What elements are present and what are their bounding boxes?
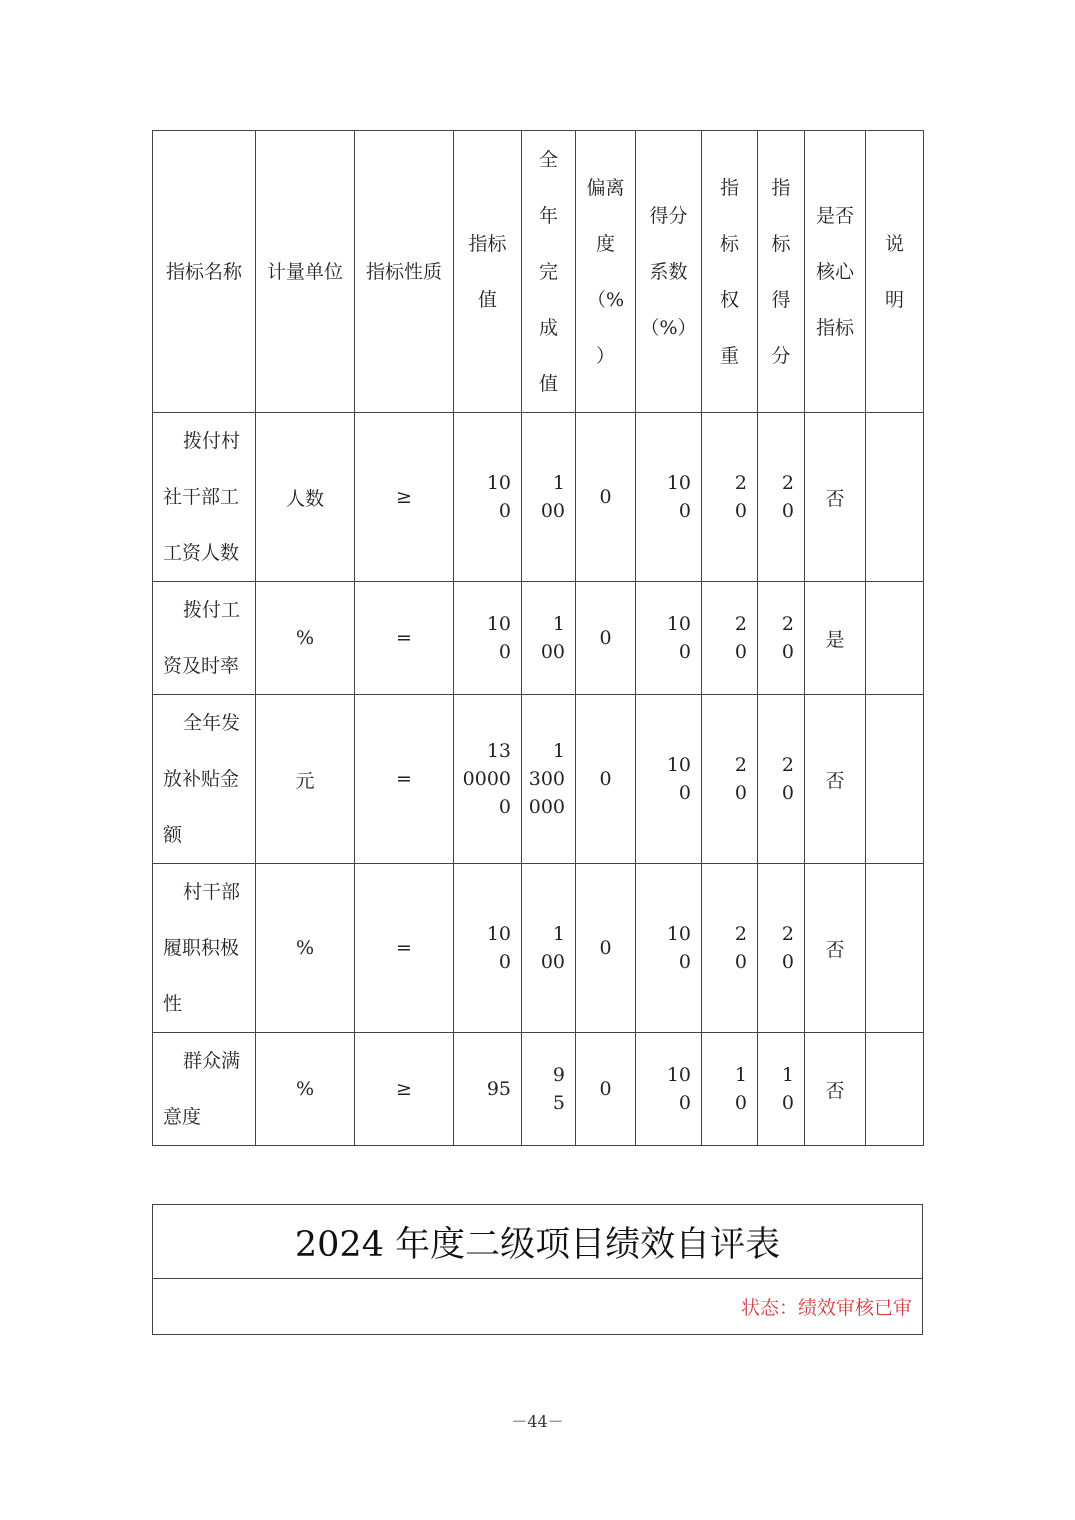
actual-value-cell: 1 300 000 [522, 695, 576, 864]
unit-cell: 人数 [256, 413, 355, 582]
table-row [153, 582, 924, 695]
target-value-cell: 95 [454, 1033, 522, 1146]
deviation-cell: 0 [576, 582, 636, 695]
core-indicator-cell: 是 [805, 582, 866, 695]
score-cell: 2 0 [758, 413, 805, 582]
indicator-name-cell: 群众满 意度 [153, 1033, 256, 1146]
unit-cell: % [256, 1033, 355, 1146]
weight-cell: 2 0 [702, 413, 758, 582]
table-header-row [153, 131, 924, 413]
nature-cell: ≥ [355, 413, 454, 582]
nature-cell: = [355, 695, 454, 864]
unit-cell: % [256, 864, 355, 1033]
indicator-name-cell: 全年发 放补贴金 额 [153, 695, 256, 864]
weight-cell: 2 0 [702, 582, 758, 695]
header-nature: 指标性质 [355, 131, 454, 413]
coefficient-cell: 10 0 [636, 864, 702, 1033]
indicator-name-cell: 村干部 履职积极 性 [153, 864, 256, 1033]
nature-cell: ≥ [355, 1033, 454, 1146]
note-cell [866, 864, 924, 1033]
nature-cell: = [355, 864, 454, 1033]
target-value-cell: 13 0000 0 [454, 695, 522, 864]
indicator-table [152, 130, 924, 1146]
actual-value-cell: 1 00 [522, 413, 576, 582]
header-target-value: 指标 值 [454, 131, 522, 413]
header-score: 指 标 得 分 [758, 131, 805, 413]
header-core-indicator: 是否 核心 指标 [805, 131, 866, 413]
page-number: －44－ [511, 1412, 564, 1431]
header-weight: 指 标 权 重 [702, 131, 758, 413]
target-value-cell: 10 0 [454, 582, 522, 695]
core-indicator-cell: 否 [805, 413, 866, 582]
target-value-cell: 10 0 [454, 413, 522, 582]
deviation-cell: 0 [576, 864, 636, 1033]
form-title-box [152, 1204, 923, 1335]
core-indicator-cell: 否 [805, 695, 866, 864]
weight-cell: 1 0 [702, 1033, 758, 1146]
coefficient-cell: 10 0 [636, 582, 702, 695]
coefficient-cell: 10 0 [636, 413, 702, 582]
deviation-cell: 0 [576, 695, 636, 864]
weight-cell: 2 0 [702, 864, 758, 1033]
note-cell [866, 1033, 924, 1146]
table-row [153, 1033, 924, 1146]
nature-cell: = [355, 582, 454, 695]
core-indicator-cell: 否 [805, 864, 866, 1033]
header-indicator-name: 指标名称 [153, 131, 256, 413]
deviation-cell: 0 [576, 413, 636, 582]
indicator-name-cell: 拨付工 资及时率 [153, 582, 256, 695]
weight-cell: 2 0 [702, 695, 758, 864]
header-actual-value: 全 年 完 成 值 [522, 131, 576, 413]
note-cell [866, 413, 924, 582]
score-cell: 2 0 [758, 582, 805, 695]
header-deviation: 偏离 度 （% ） [576, 131, 636, 413]
actual-value-cell: 1 00 [522, 864, 576, 1033]
target-value-cell: 10 0 [454, 864, 522, 1033]
status-text: 状态：绩效审核已审 [740, 1297, 912, 1319]
unit-cell: 元 [256, 695, 355, 864]
score-cell: 2 0 [758, 695, 805, 864]
header-unit: 计量单位 [256, 131, 355, 413]
header-score-coefficient: 得分 系数 （%） [636, 131, 702, 413]
coefficient-cell: 10 0 [636, 695, 702, 864]
header-note: 说 明 [866, 131, 924, 413]
actual-value-cell: 1 00 [522, 582, 576, 695]
core-indicator-cell: 否 [805, 1033, 866, 1146]
unit-cell: % [256, 582, 355, 695]
note-cell [866, 582, 924, 695]
indicator-name-cell: 拨付村 社干部工 工资人数 [153, 413, 256, 582]
deviation-cell: 0 [576, 1033, 636, 1146]
actual-value-cell: 9 5 [522, 1033, 576, 1146]
note-cell [866, 695, 924, 864]
table-row [153, 695, 924, 864]
table-row [153, 864, 924, 1033]
score-cell: 1 0 [758, 1033, 805, 1146]
table-row [153, 413, 924, 582]
coefficient-cell: 10 0 [636, 1033, 702, 1146]
form-title: 2024 年度二级项目绩效自评表 [153, 1205, 922, 1279]
score-cell: 2 0 [758, 864, 805, 1033]
